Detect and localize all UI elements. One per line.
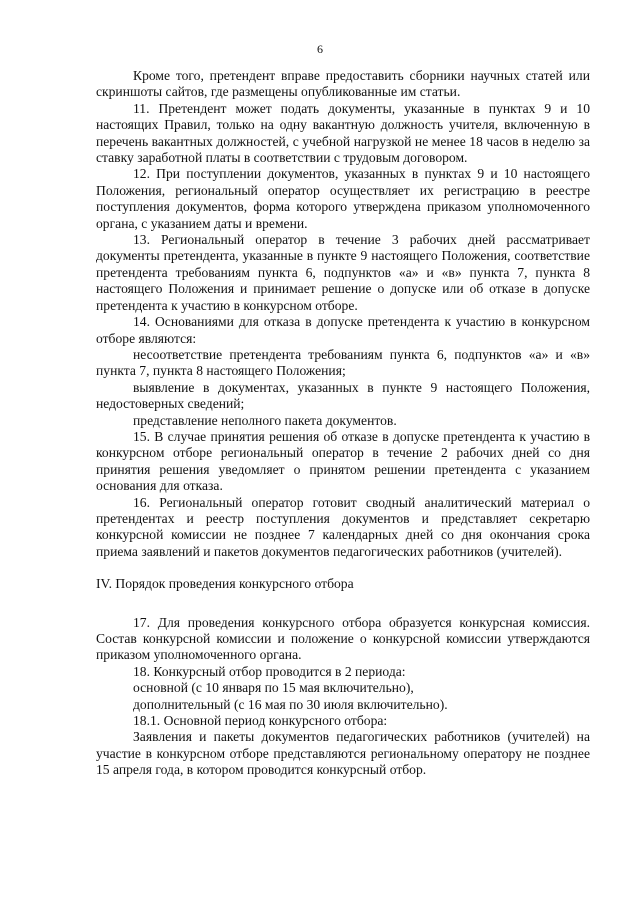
paragraph-18-main-period: основной (с 10 января по 15 мая включительно), [133, 680, 414, 696]
paragraph-13: 13. Региональный оператор в течение 3 рабочих дней рассматривает документы претендента, указанные в пункте 9 настоящего Положения, соответствие претендента требованиям пункта 6, подпунктов «а» и «в» пункта 7, пункта 8 настоящего Положения и принимает решение о допуске или об отказе в допуске претендента к участию в конкурсном отборе. [96, 232, 590, 313]
paragraph-18-1: 18.1. Основной период конкурсного отбора: [133, 713, 388, 729]
paragraph-16: 16. Региональный оператор готовит сводный аналитический материал о претендентах и реестр поступления документов и представляет секретарю конкурсной комиссии не позднее 7 календарных дней со дня окончания срока приема заявлений и пакетов документов педагогических работников (учителей). [96, 494, 590, 559]
document-body [96, 68, 590, 779]
paragraph-15: 15. В случае принятия решения об отказе в допуске претендента к участию в конкурсном отборе региональный оператор в течение 2 рабочих дней со дня принятия решения уведомляет о принятом решении претендента с указанием основания для отказа. [96, 428, 590, 494]
paragraph-intro: Кроме того, претендент вправе предоставить сборники научных статей или скриншоты сайтов, где размещены опубликованные им статьи. [96, 68, 590, 100]
section-title: IV. Порядок проведения конкурсного отбора [96, 576, 354, 592]
paragraph-18: 18. Конкурсный отбор проводится в 2 периода: [133, 663, 406, 679]
paragraph-18-additional-period: дополнительный (с 16 мая по 30 июля включительно). [133, 696, 448, 712]
paragraph-11: 11. Претендент может подать документы, указанные в пунктах 9 и 10 настоящих Правил, только на одну вакантную должность учителя, включенную в перечень вакантных должностей, с учебной нагрузкой не менее 18 часов в неделю за ставку заработной платы в соответствии с трудовым договором. [96, 100, 590, 166]
paragraph-14-item-1: несоответствие претендента требованиям пункта 6, подпунктов «а» и «в» пункта 7, пункта 8 настоящего Положения; [96, 346, 590, 379]
page-number: 6 [317, 42, 323, 56]
paragraph-17: 17. Для проведения конкурсного отбора образуется конкурсная комиссия. Состав конкурсной комиссии и положение о конкурсной комиссии утверждаются приказом уполномоченного органа. [96, 614, 590, 663]
paragraph-14-item-2: выявление в документах, указанных в пункте 9 настоящего Положения, недостоверных сведений; [96, 379, 590, 412]
paragraph-14-item-3: представление неполного пакета документов. [133, 412, 397, 428]
paragraph-14: 14. Основаниями для отказа в допуске претендента к участию в конкурсном отборе являются: [96, 314, 590, 346]
paragraph-12: 12. При поступлении документов, указанных в пунктах 9 и 10 настоящего Положения, региональный оператор осуществляет их регистрацию в реестре поступления документов, форма которого утверждена приказом уполномоченного органа, с указанием даты и времени. [96, 166, 590, 231]
paragraph-18-1-text: Заявления и пакеты документов педагогических работников (учителей) на участие в конкурсном отборе представляются региональному оператору не позднее 15 апреля года, в котором проводится конкурсный отбор. [96, 729, 590, 778]
